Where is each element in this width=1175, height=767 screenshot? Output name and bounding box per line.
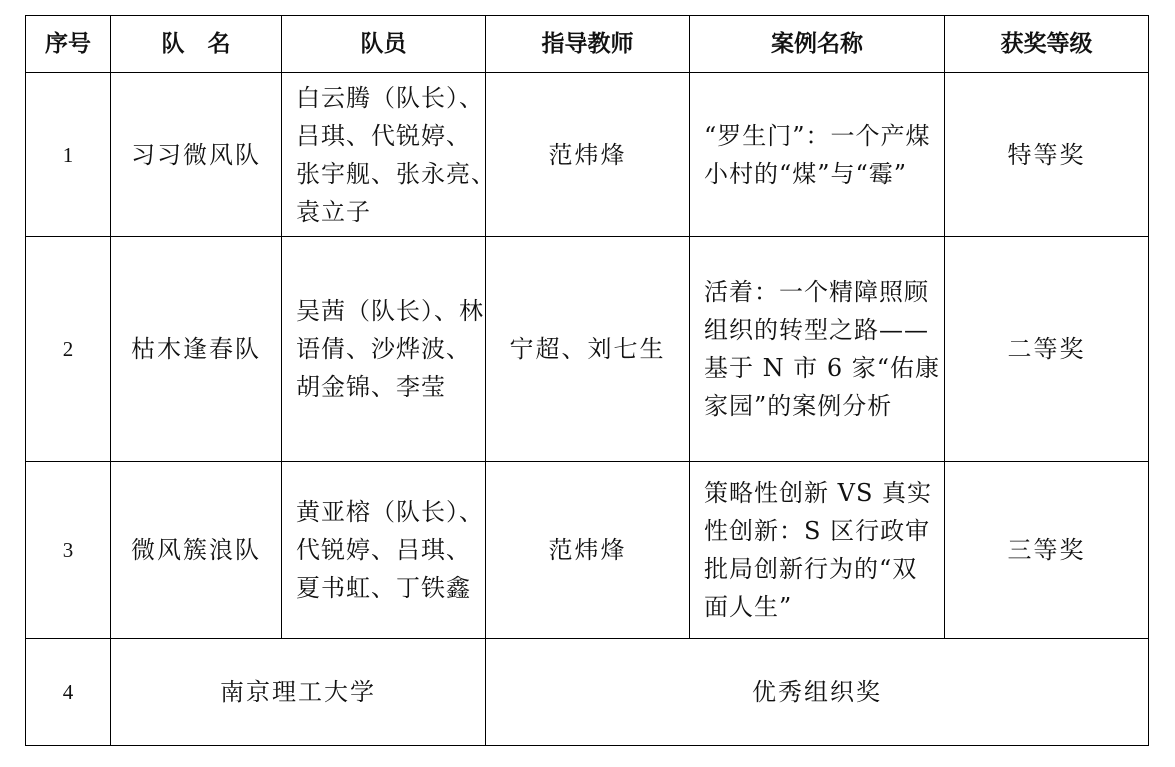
award-level: 三等奖 (945, 462, 1149, 639)
case-line: 面人生” (704, 593, 793, 621)
member-line: 语倩、沙烨波、 (296, 335, 471, 363)
award-level: 特等奖 (945, 73, 1149, 237)
case-line: 小村的“煤”与“霉” (704, 159, 908, 188)
member-line: 吴茜（队长）、林 (296, 297, 484, 325)
team-members (282, 462, 486, 639)
header-index: 序号 (26, 16, 111, 73)
awards-table (25, 15, 1149, 746)
member-line: 黄亚榕（队长）、 (296, 498, 484, 526)
award-level: 优秀组织奖 (486, 639, 1149, 746)
case-name (690, 237, 945, 462)
table-row (26, 639, 1149, 746)
team-name: 微风簇浪队 (111, 462, 282, 639)
team-name: 枯木逢春队 (111, 237, 282, 462)
member-line: 吕琪、代锐婷、 (296, 121, 471, 150)
header-advisor: 指导教师 (486, 16, 690, 73)
case-line: 批局创新行为的“双 (704, 555, 918, 583)
header-case-name: 案例名称 (690, 16, 945, 73)
member-line: 代锐婷、吕琪、 (296, 536, 471, 564)
case-line: 基于 N 市 6 家“佑康 (704, 354, 941, 382)
team-name: 习习微风队 (111, 73, 282, 237)
advisor: 范炜烽 (486, 462, 690, 639)
case-line: 性创新：S 区行政审 (704, 517, 931, 545)
member-line: 白云腾（队长）、 (296, 83, 484, 112)
case-name (690, 73, 945, 237)
case-line: 组织的转型之路—— (704, 316, 929, 344)
row-index: 3 (26, 462, 111, 639)
team-members (282, 237, 486, 462)
award-level: 二等奖 (945, 237, 1149, 462)
header-award-level: 获奖等级 (945, 16, 1149, 73)
member-line: 胡金锦、李莹 (296, 373, 446, 401)
table-row (26, 462, 1149, 639)
table-header-row (26, 16, 1149, 73)
row-index: 4 (26, 639, 111, 746)
header-team-name: 队 名 (111, 16, 282, 73)
advisor: 范炜烽 (486, 73, 690, 237)
case-line: “罗生门”：一个产煤 (704, 121, 931, 150)
row-index: 2 (26, 237, 111, 462)
table-row (26, 237, 1149, 462)
case-line: 家园”的案例分析 (704, 392, 893, 420)
case-name (690, 462, 945, 639)
advisor: 宁超、刘七生 (486, 237, 690, 462)
team-members (282, 73, 496, 237)
case-line: 活着：一个精障照顾 (704, 278, 929, 306)
organization-name: 南京理工大学 (111, 639, 486, 746)
header-members: 队员 (282, 16, 486, 73)
member-line: 袁立子 (296, 197, 371, 226)
member-line: 夏书虹、丁铁鑫 (296, 574, 471, 602)
member-line: 张宇舰、张永亮、 (296, 159, 496, 188)
row-index: 1 (26, 73, 111, 237)
case-line: 策略性创新 VS 真实 (704, 479, 933, 507)
table-row (26, 73, 1149, 237)
